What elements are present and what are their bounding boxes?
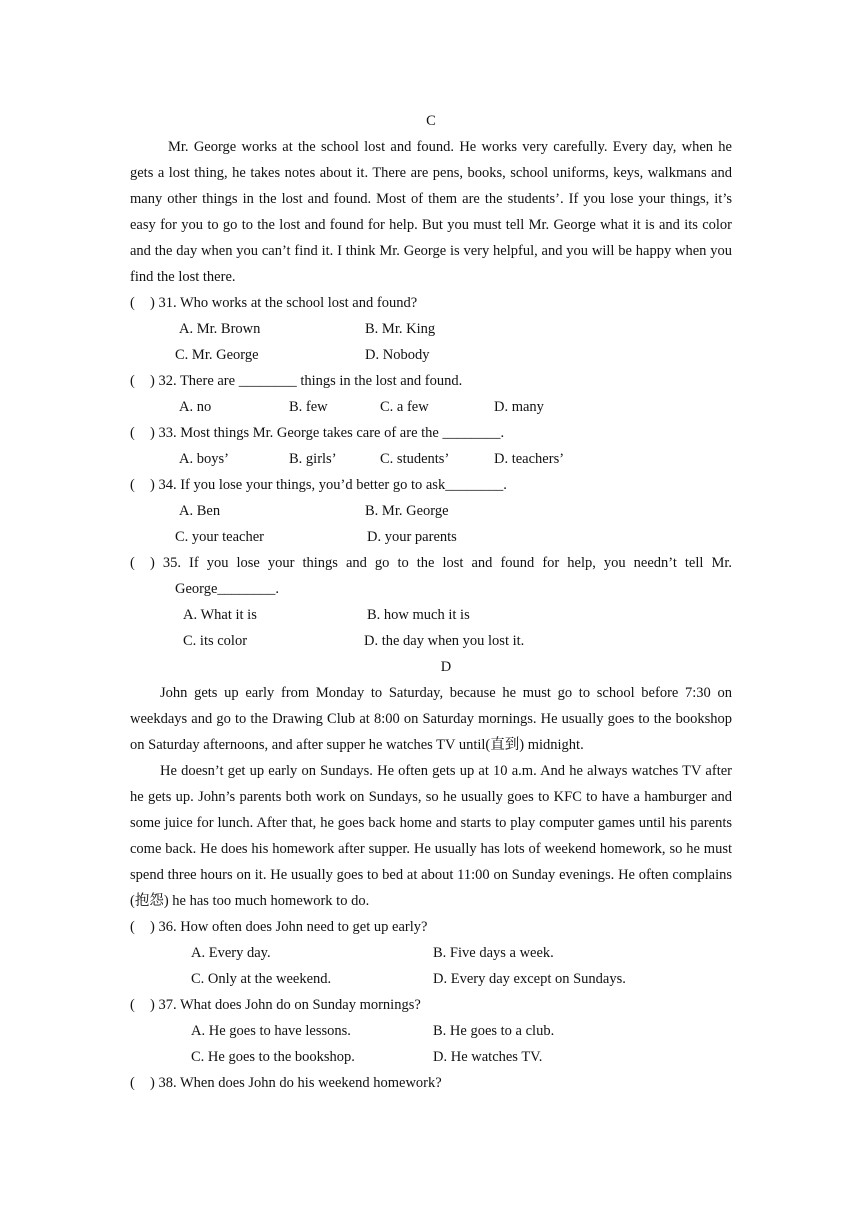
answer-blank-33: ( bbox=[130, 425, 135, 441]
section-d-passage-2: He doesn’t get up early on Sundays. He often gets up at 10 a.m. And he always watches TV after he gets up. John’s parents both work on Sundays, so he usually goes to KFC to have a hamburger and some juice for lunch. After that, he goes back home and starts to play computer games until his parents come back. He does his homework after supper. He usually has lots of weekend homework, so he must spend three hours on it. He usually goes to bed at about 11:00 on Sunday evenings. He often complains (抱怨) he has too much homework to do. bbox=[130, 763, 732, 909]
question-37 bbox=[130, 992, 732, 1018]
option-36-a: A. Every day. bbox=[191, 945, 271, 961]
worksheet-page bbox=[130, 108, 732, 1096]
option-36-b: B. Five days a week. bbox=[433, 945, 554, 961]
question-35-options-row2 bbox=[130, 628, 732, 654]
answer-blank-36: ( bbox=[130, 919, 135, 935]
option-37-c: C. He goes to the bookshop. bbox=[191, 1049, 355, 1065]
option-31-b: B. Mr. King bbox=[365, 321, 436, 337]
option-36-c: C. Only at the weekend. bbox=[191, 971, 332, 987]
option-35-d: D. the day when you lost it. bbox=[364, 633, 525, 649]
option-33-a: A. boys’ bbox=[179, 451, 229, 467]
option-32-d: D. many bbox=[494, 399, 544, 415]
answer-blank-37: ( bbox=[130, 997, 135, 1013]
option-32-a: A. no bbox=[179, 399, 212, 415]
question-33-options bbox=[130, 446, 732, 472]
option-36-d: D. Every day except on Sundays. bbox=[433, 971, 626, 987]
option-31-a: A. Mr. Brown bbox=[179, 321, 261, 337]
section-d-heading: D bbox=[440, 659, 452, 675]
question-31-options-row2 bbox=[130, 342, 732, 368]
question-37-options-row2 bbox=[130, 1044, 732, 1070]
option-37-a: A. He goes to have lessons. bbox=[191, 1023, 351, 1039]
option-37-d: D. He watches TV. bbox=[433, 1049, 543, 1065]
answer-blank-34: ( bbox=[130, 477, 135, 493]
option-35-b: B. how much it is bbox=[367, 607, 470, 623]
question-32 bbox=[130, 368, 732, 394]
answer-blank-31: ( bbox=[130, 295, 135, 311]
option-34-a: A. Ben bbox=[179, 503, 221, 519]
question-38 bbox=[130, 1070, 732, 1096]
question-35-options-row1 bbox=[130, 602, 732, 628]
question-31-options-row1 bbox=[130, 316, 732, 342]
section-c-heading: C bbox=[426, 113, 436, 129]
option-35-a: A. What it is bbox=[183, 607, 257, 623]
option-33-b: B. girls’ bbox=[289, 451, 337, 467]
question-31-text: ) 31. Who works at the school lost and found? bbox=[150, 295, 418, 311]
option-37-b: B. He goes to a club. bbox=[433, 1023, 555, 1039]
answer-blank-38: ( bbox=[130, 1075, 135, 1091]
option-33-d: D. teachers’ bbox=[494, 451, 565, 467]
question-33-text: ) 33. Most things Mr. George takes care of are the ________. bbox=[150, 425, 505, 441]
option-32-c: C. a few bbox=[380, 399, 429, 415]
question-36 bbox=[130, 914, 732, 940]
question-35 bbox=[130, 550, 732, 576]
question-36-options-row1 bbox=[130, 940, 732, 966]
question-35-text: ) 35. If you lose your things and go to the lost and found for help, you needn’t tell Mr. bbox=[150, 555, 732, 571]
question-32-text: ) 32. There are ________ things in the lost and found. bbox=[150, 373, 463, 389]
option-34-c: C. your teacher bbox=[175, 529, 264, 545]
option-31-d: D. Nobody bbox=[365, 347, 430, 363]
question-35-continuation: George________. bbox=[175, 581, 280, 597]
option-34-d: D. your parents bbox=[367, 529, 457, 545]
question-38-text: ) 38. When does John do his weekend homework? bbox=[150, 1075, 442, 1091]
option-35-c: C. its color bbox=[183, 633, 248, 649]
answer-blank-35: ( bbox=[130, 555, 135, 571]
question-37-text: ) 37. What does John do on Sunday mornings? bbox=[150, 997, 421, 1013]
question-34 bbox=[130, 472, 732, 498]
question-33 bbox=[130, 420, 732, 446]
option-33-c: C. students’ bbox=[380, 451, 450, 467]
question-36-options-row2 bbox=[130, 966, 732, 992]
section-d-passage-1: John gets up early from Monday to Saturday, because he must go to school before 7:30 on weekdays and go to the Drawing Club at 8:00 on Saturday mornings. He usually goes to the bookshop on Saturday afternoons, and after supper he watches TV until(直到) midnight. bbox=[130, 685, 732, 753]
question-32-options bbox=[130, 394, 732, 420]
question-34-options-row2 bbox=[130, 524, 732, 550]
answer-blank-32: ( bbox=[130, 373, 135, 389]
section-c-passage: Mr. George works at the school lost and found. He works very carefully. Every day, when he gets a lost thing, he takes notes about it. There are pens, books, school uniforms, keys, walkmans and many other things in the lost and found. Most of them are the students’. If you lose your things, it’s easy for you to go to the lost and found for help. But you must tell Mr. George what it is and its color and the day when you can’t find it. I think Mr. George is very helpful, and you will be happy when you find the lost there. bbox=[130, 139, 732, 285]
option-32-b: B. few bbox=[289, 399, 328, 415]
question-36-text: ) 36. How often does John need to get up early? bbox=[150, 919, 428, 935]
option-31-c: C. Mr. George bbox=[175, 347, 259, 363]
question-34-text: ) 34. If you lose your things, you’d better go to ask________. bbox=[150, 477, 507, 493]
question-31 bbox=[130, 290, 732, 316]
option-34-b: B. Mr. George bbox=[365, 503, 449, 519]
question-37-options-row1 bbox=[130, 1018, 732, 1044]
question-34-options-row1 bbox=[130, 498, 732, 524]
